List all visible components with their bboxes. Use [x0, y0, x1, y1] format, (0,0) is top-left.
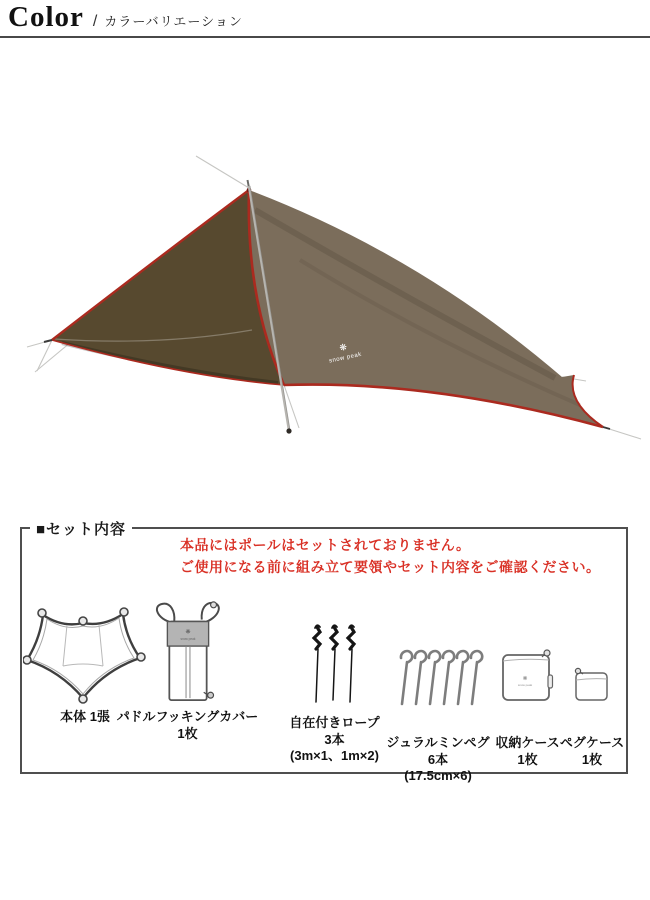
snowpeak-logo-text: snow peak	[328, 351, 363, 365]
set-item-label: 収納ケース 1枚	[495, 735, 560, 767]
pole-foot	[286, 428, 291, 433]
tarp-photo-illustration	[0, 140, 650, 470]
duralumin-pegs-icon	[383, 598, 493, 732]
section-title-ja: カラーバリエーション	[104, 14, 243, 29]
set-item-label: 自在付きロープ 3本 (3m×1、1m×2)	[289, 715, 380, 763]
svg-text:❋: ❋	[185, 629, 190, 636]
svg-text:snow peak: snow peak	[180, 637, 195, 642]
section-header	[8, 1, 243, 34]
product-photo	[0, 140, 650, 470]
guy-ropes-icon	[282, 598, 387, 712]
set-item-label: パドルフッキングカバー 1枚	[116, 709, 259, 741]
storage-case-icon	[490, 598, 565, 732]
warning-line-2: ご使用になる前に組み立て要領やセット内容をご確認ください。	[180, 559, 601, 575]
pole-warning-text	[180, 534, 601, 578]
set-item-peg-case	[556, 598, 628, 768]
snowpeak-logo-mark-icon: ❋	[338, 341, 348, 354]
set-contents-title: ■セット内容	[30, 518, 132, 539]
set-item-label: 本体 1張	[60, 709, 110, 724]
set-item-guy-ropes	[282, 598, 387, 765]
peg-case-icon	[556, 598, 628, 732]
set-item-storage-case	[490, 598, 565, 768]
set-item-duralumin-pegs	[383, 598, 493, 785]
set-item-label: ジュラルミンペグ 6本 (17.5cm×6)	[386, 735, 490, 783]
set-contents-box	[20, 521, 628, 783]
set-item-paddle-hooking-cover	[115, 598, 260, 742]
section-title-en: Color	[8, 1, 84, 33]
warning-line-1: 本品にはポールはセットされておりません。	[180, 537, 471, 553]
svg-text:snow peak: snow peak	[517, 683, 532, 687]
paddle-hooking-cover-icon	[115, 598, 260, 706]
svg-text:❋: ❋	[522, 676, 527, 682]
header-divider	[0, 36, 650, 38]
set-item-label: ペグケース 1枚	[559, 735, 625, 767]
title-separator: /	[92, 13, 98, 30]
